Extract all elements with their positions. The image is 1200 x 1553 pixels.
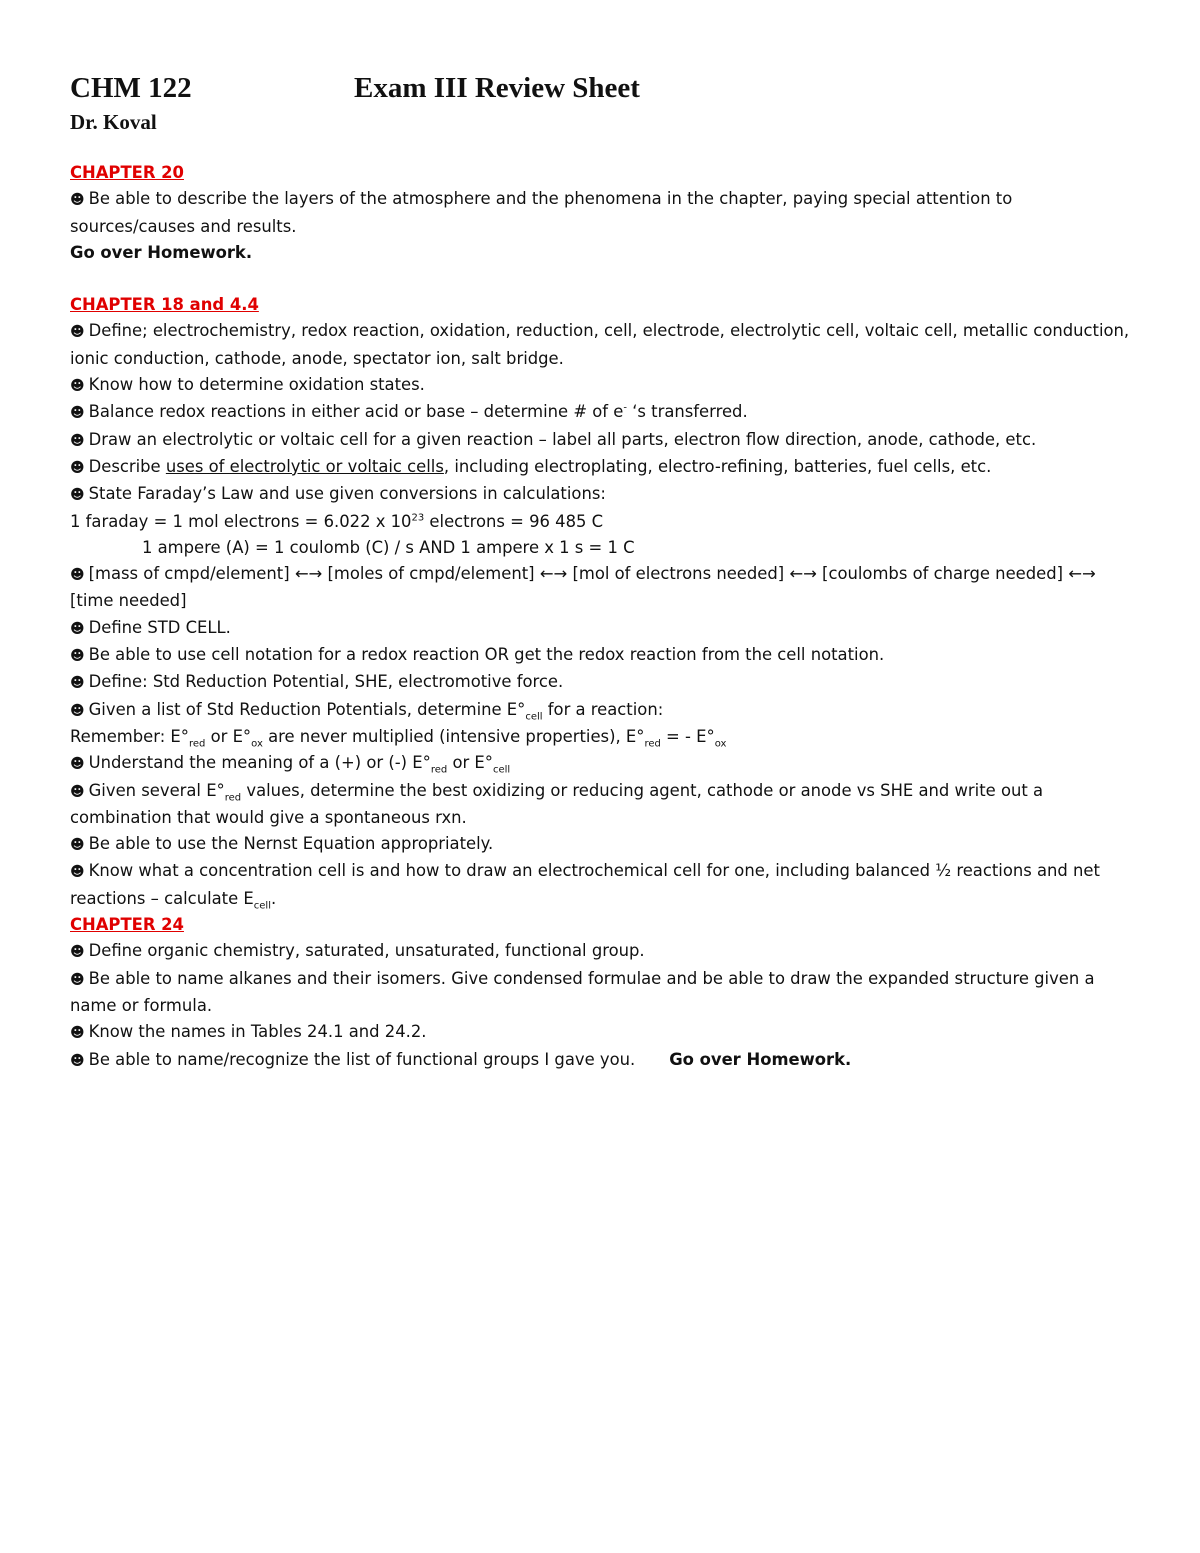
- list-item: ☻ Define; electrochemistry, redox reaction, oxidation, reduction, cell, electrode, electrolytic cell, voltaic cell, metallic conduction, ionic conduction, cathode, anode, spectator ion, salt bridge.: [70, 321, 1130, 368]
- smiley-face-icon: ☻: [70, 756, 85, 773]
- smiley-face-icon: ☻: [70, 378, 85, 395]
- list-item: ☻ Be able to use the Nernst Equation appropriately.: [70, 831, 1140, 858]
- smiley-face-icon: ☻: [70, 675, 85, 692]
- list-item: ☻ Understand the meaning of a (+) or (-) $E^\circ_{red}$ or $E^\circ_{cell}$: [70, 750, 1140, 777]
- smiley-face-icon: ☻: [70, 192, 85, 209]
- smiley-face-icon: ☻: [70, 971, 85, 988]
- smiley-face-icon: ☻: [70, 837, 85, 854]
- conversion-line: 1 faraday = 1 mol electrons = 6.022 x $10^{23}$ electrons = 96 485 C: [70, 511, 604, 531]
- smiley-face-icon: ☻: [70, 432, 85, 449]
- page-title: Exam III Review Sheet: [354, 72, 640, 104]
- chapter-18-heading: CHAPTER 18 and 4.4: [70, 295, 259, 315]
- list-item: ☻ Given several $E^\circ_{red}$ values, determine the best oxidizing or reducing agent, cathode or anode vs SHE and write out a combination that would give a spontaneous rxn.: [70, 780, 1044, 827]
- smiley-face-icon: ☻: [70, 648, 85, 665]
- list-item: ☻ Know what a concentration cell is and how to draw an electrochemical cell for one, including balanced ½ reactions and net reactions – calculate $E_{cell}$.: [70, 861, 1100, 911]
- list-item: ☻ Define: Std Reduction Potential, SHE, electromotive force.: [70, 669, 1140, 696]
- list-item: ☻ Describe uses of electrolytic or voltaic cells, including electroplating, electro-refining, batteries, fuel cells, etc.: [70, 454, 1140, 481]
- homework-note: Go over Homework.: [669, 1049, 852, 1069]
- smiley-face-icon: ☻: [70, 944, 85, 961]
- list-item: ☻ Define organic chemistry, saturated, unsaturated, functional group.: [70, 938, 1140, 965]
- document-body: [70, 160, 1140, 1074]
- author: Dr. Koval: [70, 110, 157, 134]
- smiley-face-icon: ☻: [70, 1025, 85, 1042]
- smiley-face-icon: ☻: [70, 1052, 85, 1069]
- remember-line: Remember: $E^\circ_{red}$ or $E^\circ_{ox}$ are never multiplied (intensive properties), $E^\circ_{red}$ = - $E^\circ_{ox}$: [70, 726, 727, 750]
- list-item: ☻ Be able to use cell notation for a redox reaction OR get the redox reaction from the cell notation.: [70, 642, 1140, 669]
- list-item: ☻ State Faraday’s Law and use given conversions in calculations:: [70, 481, 1140, 508]
- smiley-face-icon: ☻: [70, 487, 85, 504]
- list-item: ☻ Balance redox reactions in either acid or base – determine # of e- ‘s transferred.: [70, 399, 1140, 426]
- list-item: ☻ Know the names in Tables 24.1 and 24.2.: [70, 1019, 1140, 1046]
- smiley-face-icon: ☻: [70, 620, 85, 637]
- conversion-line: 1 ampere (A) = 1 coulomb (C) / s AND 1 ampere x 1 s = 1 C: [142, 537, 635, 557]
- list-item: ☻ Know how to determine oxidation states.: [70, 372, 1140, 399]
- smiley-face-icon: ☻: [70, 324, 85, 341]
- smiley-face-icon: ☻: [70, 405, 85, 422]
- course-code: CHM 122: [70, 72, 192, 104]
- list-item: ☻ Draw an electrolytic or voltaic cell for a given reaction – label all parts, electron flow direction, anode, cathode, etc.: [70, 427, 1140, 454]
- list-item: ☻ Given a list of Std Reduction Potentials, determine $E^\circ_{cell}$ for a reaction:: [70, 697, 1140, 724]
- list-item: ☻ Be able to describe the layers of the atmosphere and the phenomena in the chapter, paying special attention to sources/causes and results.: [70, 189, 1013, 236]
- list-item: ☻ Be able to name alkanes and their isomers. Give condensed formulae and be able to draw the expanded structure given a name or formula.: [70, 968, 1095, 1015]
- list-item: ☻ Define STD CELL.: [70, 615, 1140, 642]
- chapter-24-heading: CHAPTER 24: [70, 915, 184, 935]
- homework-note: Go over Homework.: [70, 242, 253, 262]
- smiley-face-icon: ☻: [70, 864, 85, 881]
- list-item: ☻ Be able to name/recognize the list of functional groups I gave you. Go over Homework.: [70, 1047, 1140, 1074]
- smiley-face-icon: ☻: [70, 783, 85, 800]
- smiley-face-icon: ☻: [70, 567, 85, 584]
- list-item: ☻ [mass of cmpd/element] ←→ [moles of cmpd/element] ←→ [mol of electrons needed] ←→ [coulombs of charge needed] ←→ [time needed]: [70, 564, 1096, 611]
- smiley-face-icon: ☻: [70, 702, 85, 719]
- chapter-20-heading: CHAPTER 20: [70, 163, 184, 182]
- smiley-face-icon: ☻: [70, 459, 85, 476]
